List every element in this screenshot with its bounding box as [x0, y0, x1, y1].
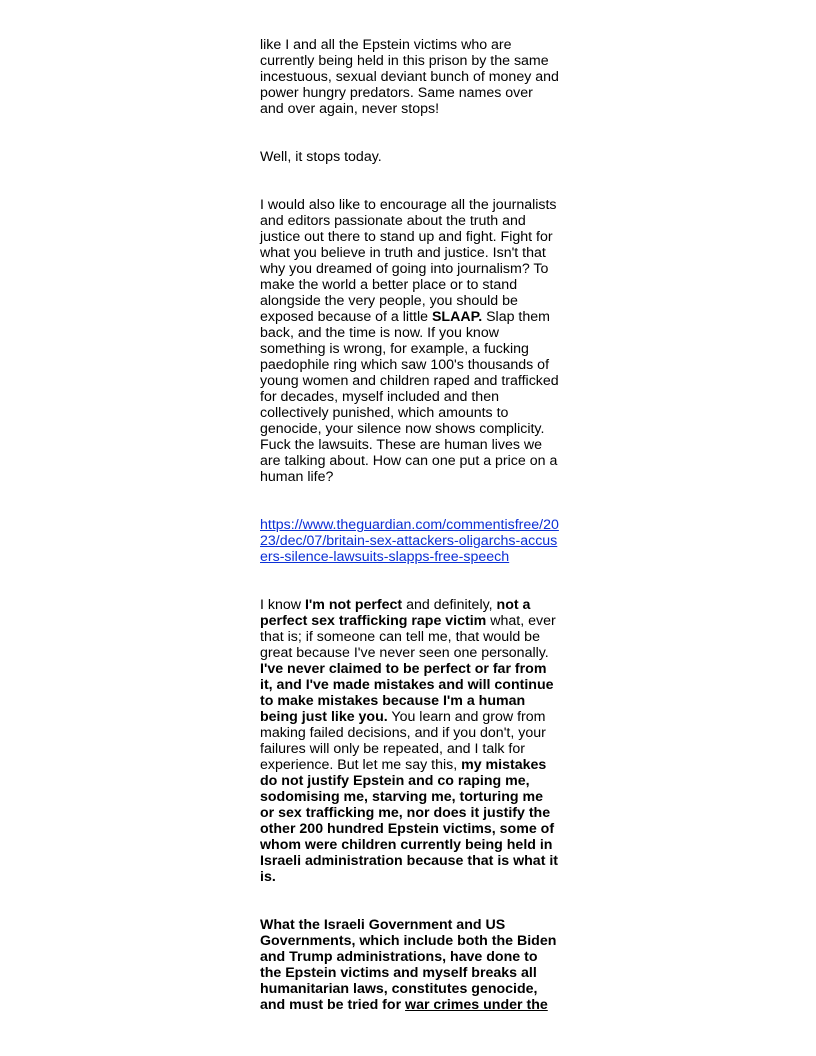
bold-segment: [260, 917, 556, 1013]
text-segment: What the Israeli Government and US Governments, which include both the Biden and Trump administrations, have done to the Epstein victims and myself breaks all humanitarian laws, constitutes genocide, and must be tried for: [260, 917, 557, 1013]
text-segment: and definitely,: [402, 597, 497, 613]
paragraph-not-perfect: [260, 597, 560, 885]
paragraph-war-crimes: [260, 917, 560, 1013]
paragraph-victims-prison: like I and all the Epstein victims who are currently being held in this prison by the same incestuous, sexual deviant bunch of money and power hungry predators. Same names over and over again, never stops!: [260, 37, 559, 117]
paragraph-journalists: [260, 197, 560, 485]
bold-segment: not a perfect sex trafficking rape victim: [260, 597, 531, 629]
slaap-bold: SLAAP.: [431, 309, 483, 325]
war-crimes-underline: war crimes under the: [405, 997, 548, 1013]
text-segment: what, ever that is; if someone can tell me, that would be great because I've never seen one personally.: [260, 613, 556, 661]
text-segment: You learn and grow from making failed decisions, and if you don't, your failures will only be repeated, and I talk for experience. But let me say this,: [260, 709, 546, 773]
guardian-article-link[interactable]: https://www.theguardian.com/commentisfree/2023/dec/07/britain-sex-attackers-oligarchs-accusers-silence-lawsuits-slapps-free-speech: [260, 517, 559, 565]
paragraph-stops-today: Well, it stops today.: [260, 149, 382, 165]
bold-segment: my mistakes do not justify Epstein and co raping me, sodomising me, starving me, torturing me or sex trafficking me, nor does it justify the other 200 hundred Epstein victims, some of whom were children currently being held in Israeli administration because that is what it is.: [260, 757, 559, 885]
text-segment: I would also like to encourage all the journalists and editors passionate about the truth and justice out there to stand up and fight. Fight for what you believe in truth and justice. Isn't that why you dreamed of going into journalism? To make the world a better place or to stand alongside the very people, you should be exposed because of a little: [260, 197, 557, 325]
bold-segment: I've never claimed to be perfect or far from it, and I've made mistakes and will continue to make mistakes because I'm a human being just like you.: [260, 661, 554, 725]
bold-segment: I'm not perfect: [304, 597, 403, 613]
text-segment: Slap them back, and the time is now. If you know something is wrong, for example, a fucking paedophile ring which saw 100's thousands of young women and children raped and trafficked for decades, myself included and then collectively punished, which amounts to genocide, your silence now shows complicity. Fuck the lawsuits. These are human lives we are talking about. How can one put a price on a human life?: [260, 309, 559, 485]
text-segment: I know: [260, 597, 305, 613]
paragraph-link: [260, 517, 560, 565]
